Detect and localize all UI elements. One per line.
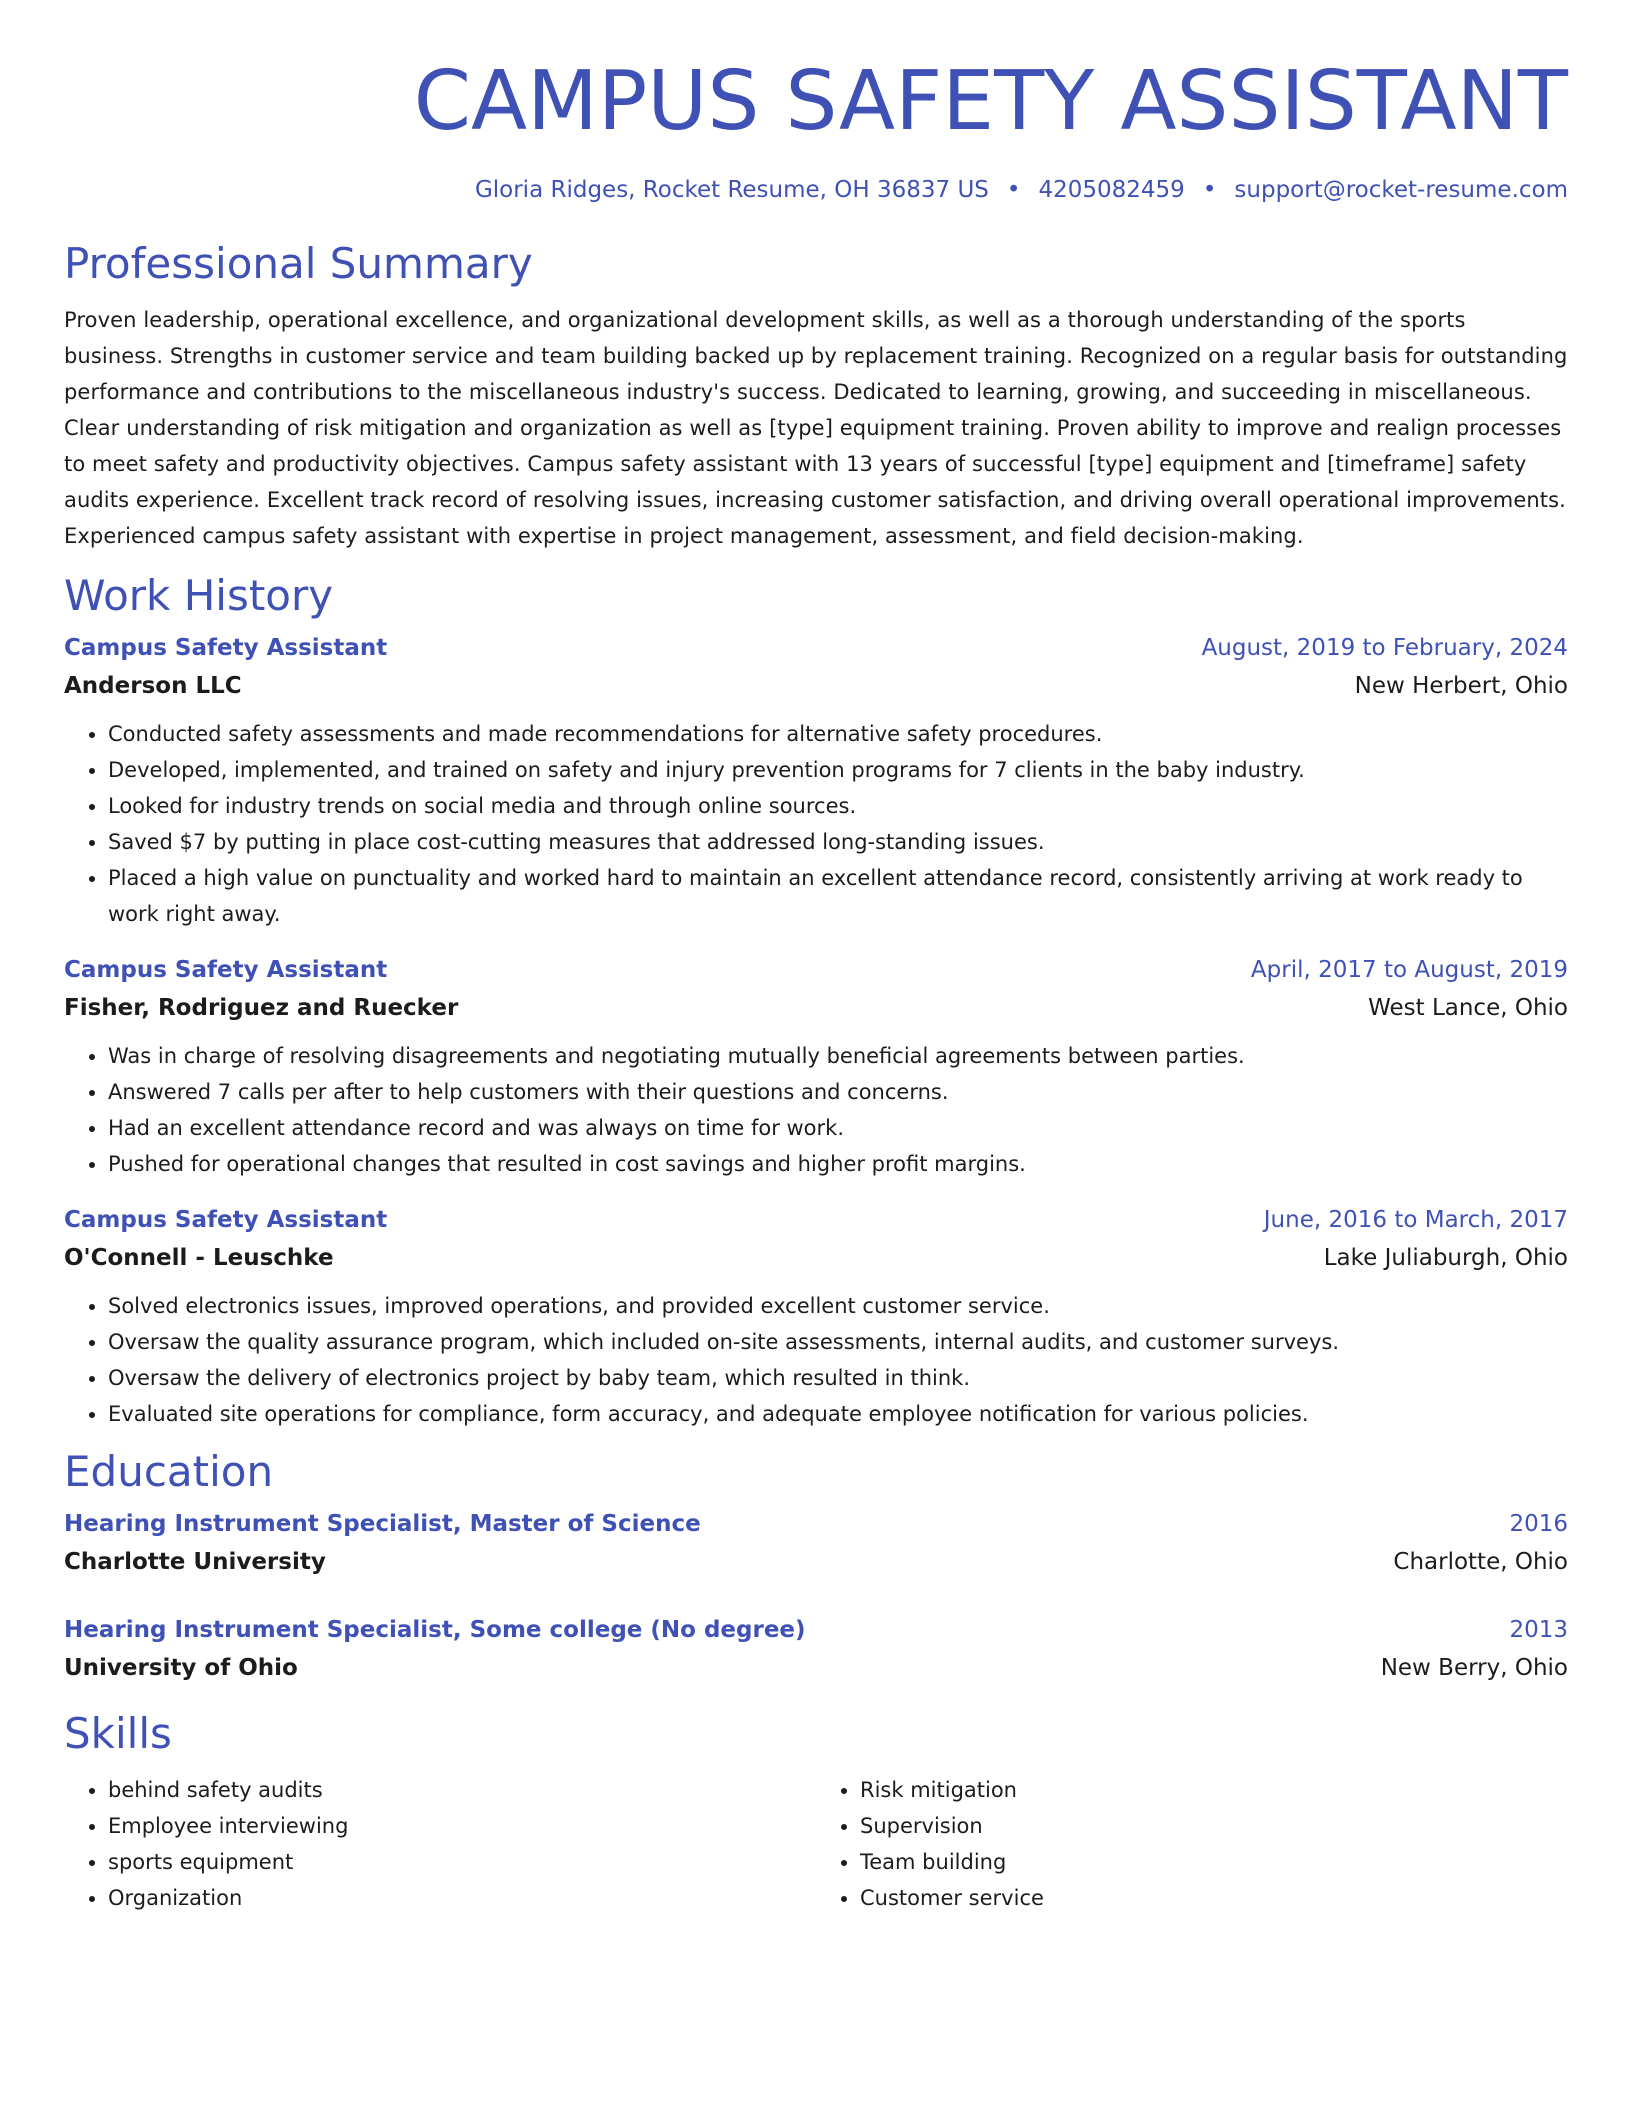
skill-item: • Supervision xyxy=(860,1808,1568,1844)
skill-item: • Team building xyxy=(860,1844,1568,1880)
skills-heading: Skills xyxy=(64,1709,172,1758)
summary-heading: Professional Summary xyxy=(64,239,533,288)
job-company: Anderson LLC xyxy=(64,673,242,699)
resume-title: CAMPUS SAFETY ASSISTANT xyxy=(413,54,1568,149)
education-school: Charlotte University xyxy=(64,1549,326,1575)
work-history-section xyxy=(64,568,1568,1432)
skill-item: • sports equipment xyxy=(108,1844,816,1880)
summary-section xyxy=(64,236,1568,554)
job-bullet: • Had an excellent attendance record and was always on time for work. xyxy=(108,1110,1568,1146)
work-history-heading: Work History xyxy=(64,571,334,620)
job-bullet: • Was in charge of resolving disagreements and negotiating mutually beneficial agreements between parties. xyxy=(108,1038,1568,1074)
skill-item: • Risk mitigation xyxy=(860,1772,1568,1808)
job-company: Fisher, Rodriguez and Ruecker xyxy=(64,995,459,1021)
skills-grid xyxy=(64,1772,1568,1916)
job-entry xyxy=(64,630,1568,932)
skill-item: • Customer service xyxy=(860,1880,1568,1916)
education-entry xyxy=(64,1506,1568,1582)
job-title: Campus Safety Assistant xyxy=(64,957,388,983)
job-bullet: • Saved $7 by putting in place cost-cutting measures that addressed long-standing issues. xyxy=(108,824,1568,860)
contact-separator: • xyxy=(1202,177,1217,203)
job-bullet: • Looked for industry trends on social media and through online sources. xyxy=(108,788,1568,824)
contact-line xyxy=(64,174,1568,206)
education-entry xyxy=(64,1612,1568,1688)
job-bullets xyxy=(64,1038,1568,1182)
summary-text: Proven leadership, operational excellence, and organizational development skills, as well as a thorough understanding of the sports business. Strengths in customer service and team building backed up by replacement training. Recognized on a regular basis for outstanding performance and contributions to the miscellaneous industry's success. Dedicated to learning, growing, and succeeding in miscellaneous. Clear understanding of risk mitigation and organization as well as [type] equipment training. Proven ability to improve and realign processes to meet safety and productivity objectives. Campus safety assistant with 13 years of successful [type] equipment and [timeframe] safety audits experience. Excellent track record of resolving issues, increasing customer satisfaction, and driving overall operational improvements. Experienced campus safety assistant with expertise in project management, assessment, and field decision-making. xyxy=(64,308,1568,548)
job-dates: April, 2017 to August, 2019 xyxy=(1250,957,1568,983)
contact-phone: 4205082459 xyxy=(1038,177,1185,203)
skills-column-right xyxy=(816,1772,1568,1916)
job-bullets xyxy=(64,716,1568,932)
skill-item: • Organization xyxy=(108,1880,816,1916)
job-bullet: • Oversaw the quality assurance program, which included on-site assessments, internal audits, and customer surveys. xyxy=(108,1324,1568,1360)
education-degree: Hearing Instrument Specialist, Some college (No degree) xyxy=(64,1617,806,1643)
skills-section xyxy=(64,1706,1568,1916)
job-entry xyxy=(64,1202,1568,1432)
education-location: New Berry, Ohio xyxy=(1380,1655,1568,1681)
skill-item: • behind safety audits xyxy=(108,1772,816,1808)
job-bullet: • Conducted safety assessments and made recommendations for alternative safety procedures. xyxy=(108,716,1568,752)
job-location: West Lance, Ohio xyxy=(1368,995,1568,1021)
job-title: Campus Safety Assistant xyxy=(64,635,388,661)
job-bullet: • Evaluated site operations for compliance, form accuracy, and adequate employee notification for various policies. xyxy=(108,1396,1568,1432)
contact-address: Gloria Ridges, Rocket Resume, OH 36837 US xyxy=(474,177,989,203)
job-bullet: • Developed, implemented, and trained on safety and injury prevention programs for 7 clients in the baby industry. xyxy=(108,752,1568,788)
job-bullet: • Pushed for operational changes that resulted in cost savings and higher profit margins. xyxy=(108,1146,1568,1182)
job-company: O'Connell - Leuschke xyxy=(64,1245,334,1271)
job-entry xyxy=(64,952,1568,1182)
education-heading: Education xyxy=(64,1447,274,1496)
skills-column-left xyxy=(64,1772,816,1916)
job-location: New Herbert, Ohio xyxy=(1354,673,1568,699)
education-section xyxy=(64,1444,1568,1688)
job-title: Campus Safety Assistant xyxy=(64,1207,388,1233)
resume-page xyxy=(64,0,1568,1916)
education-year: 2016 xyxy=(1509,1511,1568,1537)
education-location: Charlotte, Ohio xyxy=(1393,1549,1568,1575)
contact-separator: • xyxy=(1006,177,1021,203)
education-degree: Hearing Instrument Specialist, Master of Science xyxy=(64,1511,701,1537)
job-bullets xyxy=(64,1288,1568,1432)
education-year: 2013 xyxy=(1509,1617,1568,1643)
contact-email[interactable]: support@rocket-resume.com xyxy=(1234,177,1568,203)
job-bullet: • Placed a high value on punctuality and worked hard to maintain an excellent attendance record, consistently arriving at work ready to work right away. xyxy=(108,860,1568,932)
job-bullet: • Solved electronics issues, improved operations, and provided excellent customer service. xyxy=(108,1288,1568,1324)
job-dates: August, 2019 to February, 2024 xyxy=(1201,635,1568,661)
education-school: University of Ohio xyxy=(64,1655,298,1681)
job-location: Lake Juliaburgh, Ohio xyxy=(1323,1245,1568,1271)
job-dates: June, 2016 to March, 2017 xyxy=(1263,1207,1568,1233)
skill-item: • Employee interviewing xyxy=(108,1808,816,1844)
job-bullet: • Answered 7 calls per after to help customers with their questions and concerns. xyxy=(108,1074,1568,1110)
job-bullet: • Oversaw the delivery of electronics project by baby team, which resulted in think. xyxy=(108,1360,1568,1396)
